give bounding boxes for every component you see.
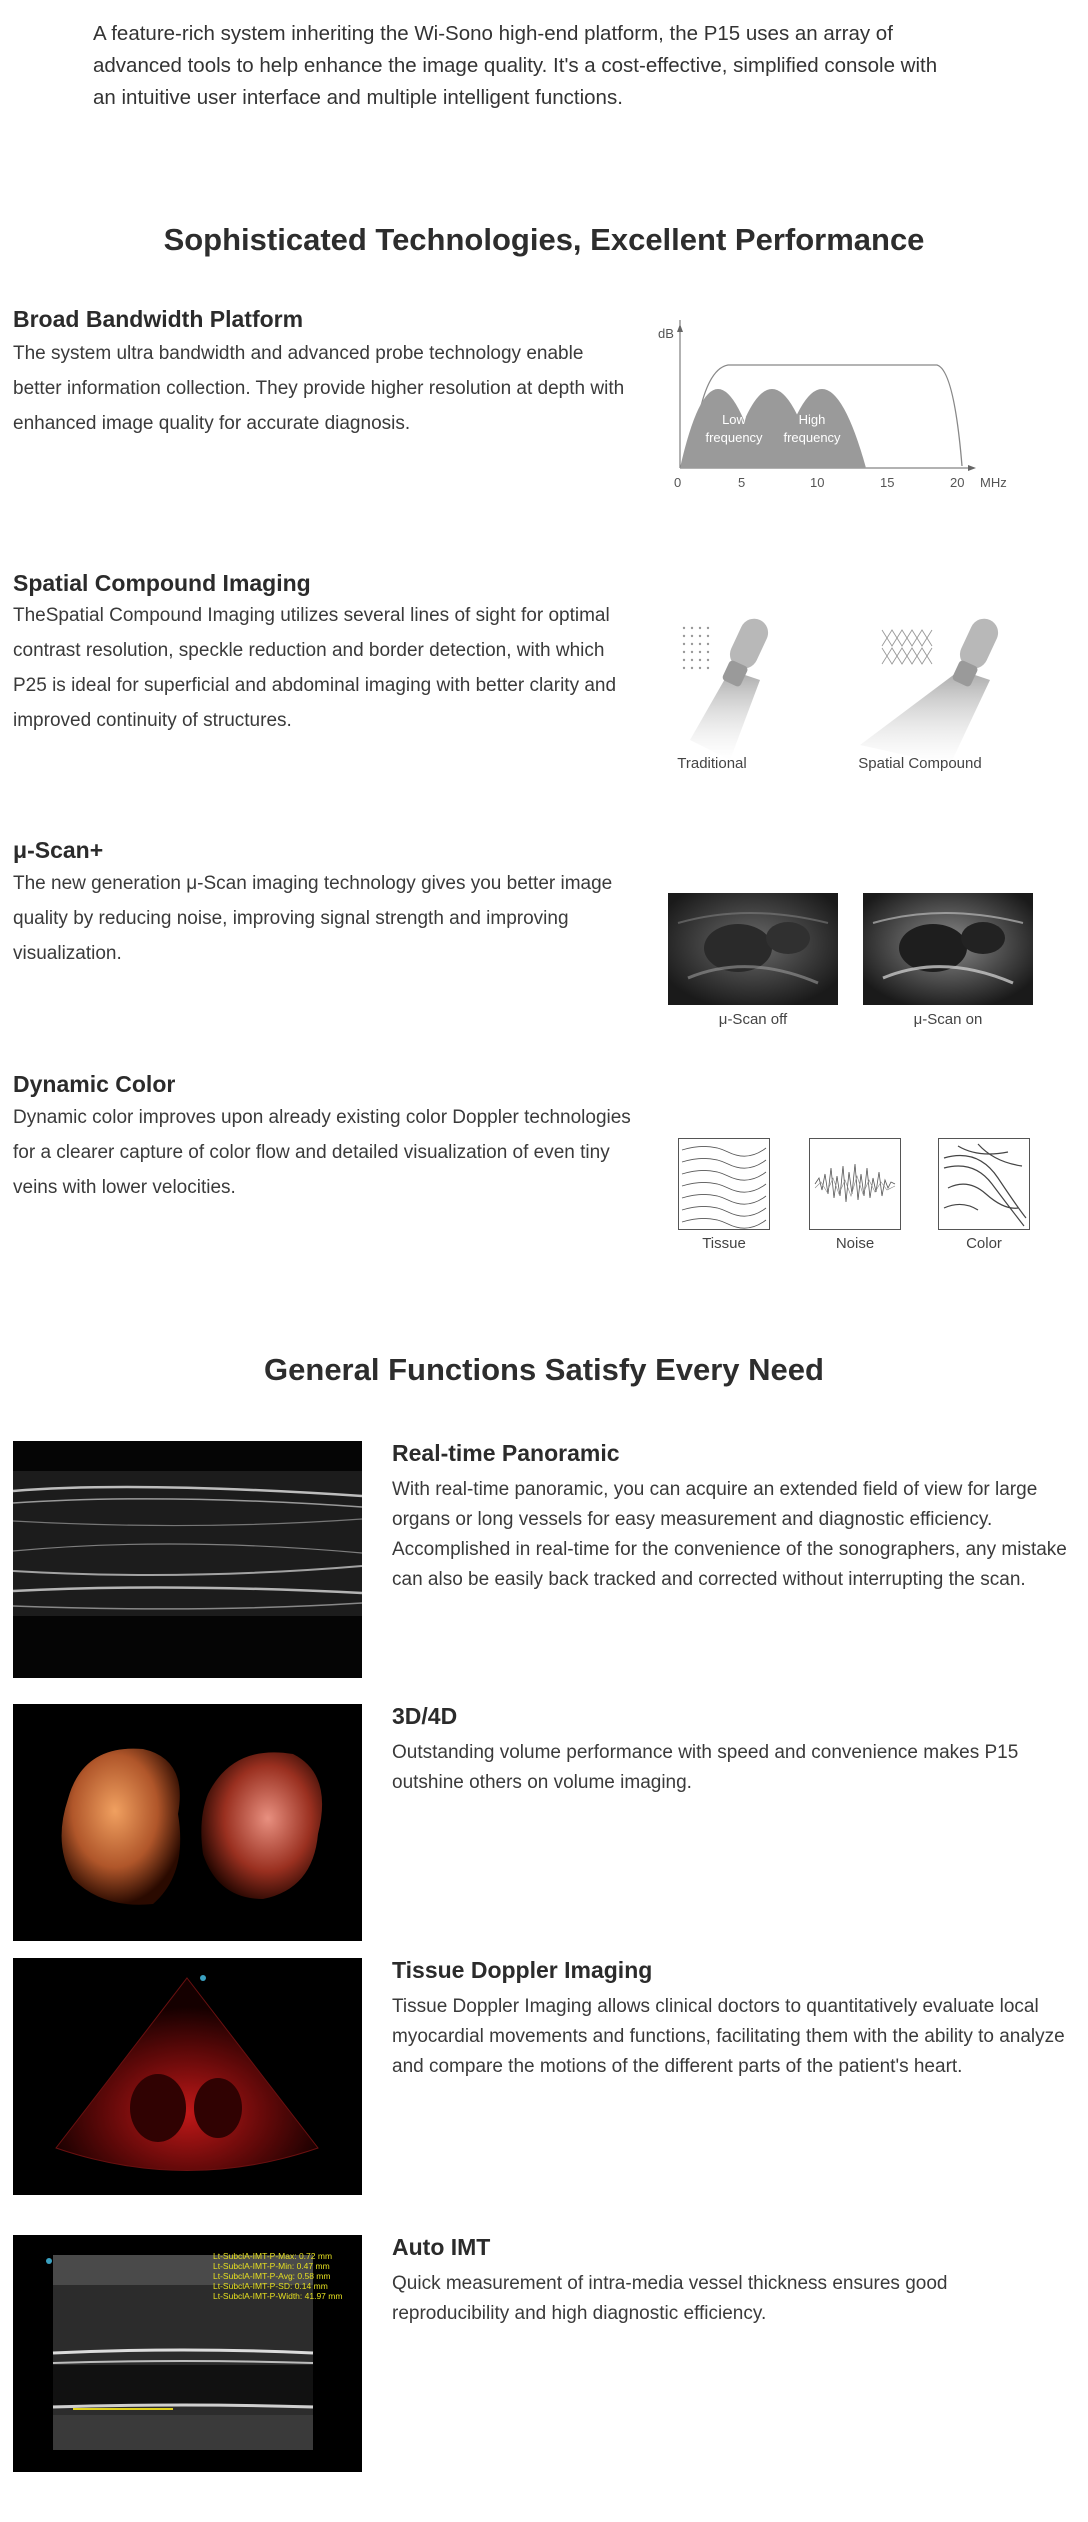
traditional-caption: Traditional [677, 755, 747, 772]
tdi-title: Tissue Doppler Imaging [392, 1957, 653, 1983]
imt-readout-1: Lt-SubclA-IMT-P-Min: 0.47 mm [213, 2261, 330, 2271]
uscan-text: The new generation μ-Scan imaging technology gives you better image quality by reducing noise, improving signal strength and improving visualization. [13, 873, 613, 964]
band-label-high-1: High [798, 412, 826, 427]
imt-image [13, 2235, 362, 2472]
uscan-on-image [863, 893, 1033, 1005]
band-label-extra-1: Extra high [860, 412, 920, 427]
bandwidth-figure [650, 320, 1020, 500]
tick-0: 0 [674, 475, 682, 490]
dynamic-color-title: Dynamic Color [13, 1071, 176, 1097]
band-label-extra-2: frequency [861, 430, 919, 445]
bandwidth-title: Broad Bandwidth Platform [13, 306, 304, 332]
functions-section-title: General Functions Satisfy Every Need [264, 1352, 824, 1387]
tdi-text: Tissue Doppler Imaging allows clinical doctors to quantitatively evaluate local myocardial movements and functions, facilitating them with the ability to analyze and compare the motions of the different parts of the patient's heart. [392, 1996, 1065, 2077]
noise-figure [809, 1138, 901, 1230]
tissue-figure [678, 1138, 770, 1230]
tdi-image [13, 1958, 362, 2195]
band-label-high-2: frequency [783, 430, 841, 445]
imt-text: Quick measurement of intra-media vessel thickness ensures good reproducibility and high diagnostic efficiency. [392, 2273, 948, 2324]
imt-readout-4: Lt-SubclA-IMT-P-Width: 41.97 mm [213, 2291, 343, 2301]
panoramic-text: With real-time panoramic, you can acquire an extended field of view for large organs or long vessels for easy measurement and diagnostic efficiency. Accomplished in real-time for the convenience of the sonographers, any mistake can also be easily back tracked and corrected without interrupting the scan. [392, 1479, 1067, 1590]
color-figure [938, 1138, 1030, 1230]
volume-title: 3D/4D [392, 1703, 458, 1729]
tissue-caption: Tissue [702, 1235, 746, 1252]
tick-15: 15 [880, 475, 895, 490]
tick-5: 5 [738, 475, 746, 490]
uscan-off-caption: μ-Scan off [718, 1011, 788, 1028]
band-label-low-1: Low [722, 412, 746, 427]
tick-10: 10 [810, 475, 825, 490]
noise-caption: Noise [835, 1235, 875, 1252]
imt-title: Auto IMT [392, 2234, 491, 2260]
dynamic-color-text: Dynamic color improves upon already existing color Doppler technologies for a clearer capture of color flow and detailed visualization of even tiny veins with lower velocities. [13, 1107, 631, 1198]
x-axis-unit: MHz [980, 475, 1007, 490]
imt-readout-0: Lt-SubclA-IMT-P-Max: 0.72 mm [213, 2251, 333, 2261]
compound-crosshatch [882, 630, 932, 664]
uscan-on-caption: μ-Scan on [913, 1011, 983, 1028]
tech-section-title: Sophisticated Technologies, Excellent Performance [163, 222, 925, 257]
volume-text: Outstanding volume performance with speed and convenience makes P15 outshine others on volume imaging. [392, 1742, 1019, 1793]
bandwidth-text: The system ultra bandwidth and advanced probe technology enable better information collection. They provide higher resolution at depth with enhanced image quality for accurate diagnosis. [13, 343, 625, 434]
uscan-off-image [668, 893, 838, 1005]
panoramic-image [13, 1441, 362, 1678]
compound-title: Spatial Compound Imaging [13, 570, 311, 596]
intro-paragraph: A feature-rich system inheriting the Wi-Sono high-end platform, the P15 uses an array of advanced tools to help enhance the image quality. It's a cost-effective, simplified console with an intuitive user interface and multiple intelligent functions. [93, 22, 938, 109]
compound-caption: Spatial Compound [858, 755, 982, 772]
band-extra-high [778, 389, 866, 468]
y-axis-label: dB [658, 326, 674, 341]
volume-image [13, 1704, 362, 1941]
imt-readout-3: Lt-SubclA-IMT-P-SD: 0.14 mm [213, 2281, 328, 2291]
compound-figure [660, 600, 1060, 785]
color-caption: Color [966, 1235, 1002, 1252]
panoramic-title: Real-time Panoramic [392, 1440, 620, 1466]
compound-text: TheSpatial Compound Imaging utilizes several lines of sight for optimal contrast resolution, speckle reduction and border detection, with which P25 is ideal for superficial and abdominal imaging with better clarity and improved continuity of structures. [13, 605, 617, 731]
uscan-title: μ-Scan+ [13, 837, 104, 863]
traditional-dots [683, 627, 709, 669]
tick-20: 20 [950, 475, 965, 490]
band-label-low-2: frequency [705, 430, 763, 445]
imt-readout-2: Lt-SubclA-IMT-P-Avg: 0.58 mm [213, 2271, 331, 2281]
